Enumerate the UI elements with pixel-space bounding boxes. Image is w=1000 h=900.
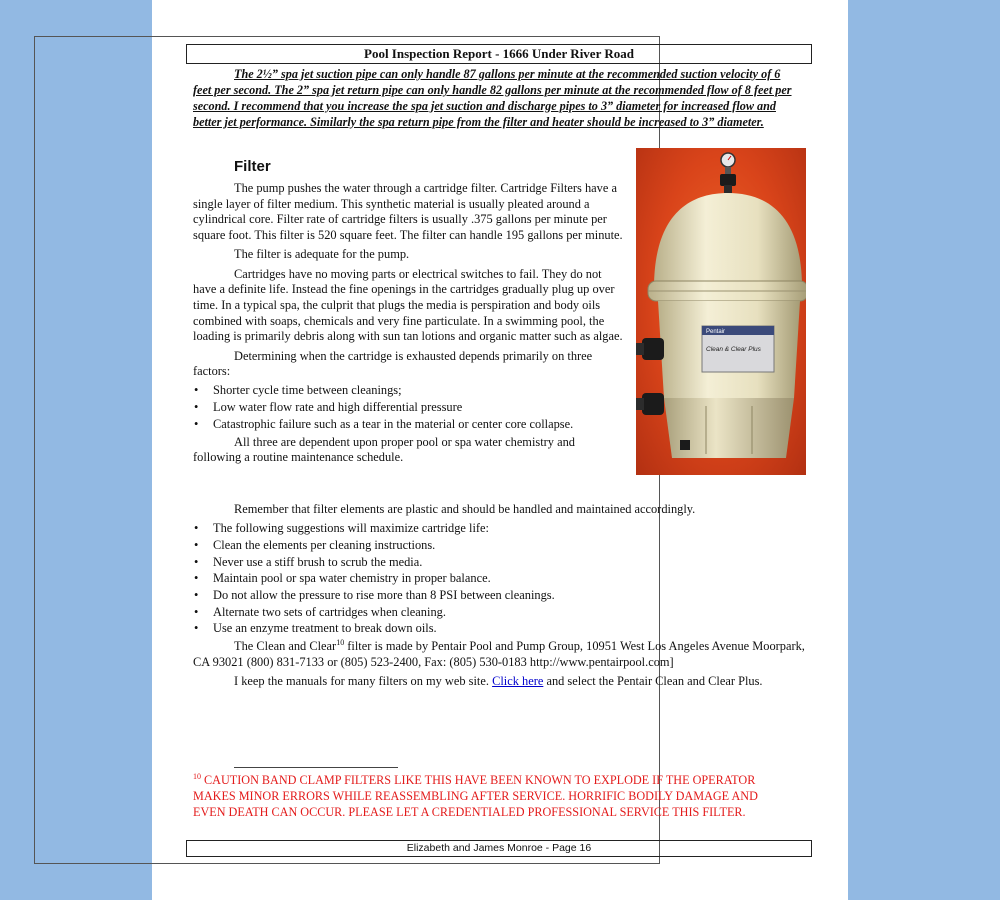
list-item: • Clean the elements per cleaning instructions. bbox=[193, 538, 807, 554]
manufacturer-text-end: filter is made by Pentair Pool and Pump Group, 10951 West Los Angeles Avenue Moorpark, CA 93021 (800) 831-7133 or (805) 523-2400, Fax: (805) 530-0183 http://www.pentairpool.com] bbox=[193, 639, 805, 669]
manuals-text-start: I keep the manuals for many filters on my web site. bbox=[234, 674, 493, 689]
manufacturer-paragraph bbox=[193, 639, 807, 670]
label-product-text: Clean & Clear Plus bbox=[706, 346, 761, 353]
cartridge-life-tips-list bbox=[193, 521, 807, 637]
list-item: • Catastrophic failure such as a tear in the material or center core collapse. bbox=[193, 417, 813, 433]
page-footer: Elizabeth and James Monroe - Page 16 bbox=[186, 840, 812, 857]
filter-section-heading: Filter bbox=[234, 158, 271, 175]
footnote-text: CAUTION BAND CLAMP FILTERS LIKE THIS HAVE BEEN KNOWN TO EXPLODE IF THE OPERATOR MAKES MINOR ERRORS WHILE REASSEMBLING AFTER SERVICE. HORRIFIC BODILY DAMAGE AND EVEN DEATH CAN OCCUR. PLEASE LET A CREDENTIALED PROFESSIONAL SERVICE THIS FILTER. bbox=[193, 773, 758, 819]
click-here-link[interactable]: Click here bbox=[492, 674, 544, 689]
list-item: • Use an enzyme treatment to break down oils. bbox=[193, 621, 807, 637]
filter-paragraph-5: All three are dependent upon proper pool or spa water chemistry and following a routine maintenance schedule. bbox=[193, 434, 575, 465]
report-header: Pool Inspection Report - 1666 Under River Road bbox=[186, 44, 812, 64]
list-item: • Do not allow the pressure to rise more than 8 PSI between cleanings. bbox=[193, 588, 807, 604]
exhaustion-factors-list bbox=[193, 383, 813, 432]
list-item: • Never use a stiff brush to scrub the media. bbox=[193, 555, 807, 571]
filter-paragraph-1: The pump pushes the water through a cartridge filter. Cartridge Filters have a single layer of filter medium. This synthetic material is usually pleated around a cylindrical core. Filter rate of cartridge filters is usually .375 gallons per minute per square foot. This filter is 520 square feet. The filter can handle 195 gallons per minute. bbox=[193, 181, 623, 243]
footnote-caution bbox=[193, 773, 793, 820]
manuals-text-end: and select the Pentair Clean and Clear Plus. bbox=[543, 674, 763, 689]
footnote-number: 10 bbox=[193, 771, 201, 781]
spa-pipe-recommendation: The 2½” spa jet suction pipe can only handle 87 gallons per minute at the recommended suction velocity of 6 feet per second. The 2” spa jet return pipe can only handle 82 gallons per minute at the recommended flow of 8 feet per second. I recommend that you increase the spa jet suction and discharge pipes to 3” diameter for increased flow and better jet performance. Similarly the spa return pipe from the filter and heater should be increased to 3” diameter. bbox=[193, 67, 792, 129]
filter-paragraph-6: Remember that filter elements are plastic and should be handled and maintained accordingly. bbox=[234, 502, 696, 516]
footnote-reference[interactable]: 10 bbox=[336, 638, 345, 647]
list-item: • Low water flow rate and high differential pressure bbox=[193, 400, 813, 416]
filter-paragraph-2: The filter is adequate for the pump. bbox=[234, 247, 410, 262]
list-item: • Shorter cycle time between cleanings; bbox=[193, 383, 813, 399]
list-item: • The following suggestions will maximize cartridge life: bbox=[193, 521, 807, 537]
list-item: • Maintain pool or spa water chemistry in proper balance. bbox=[193, 571, 807, 587]
list-item: • Alternate two sets of cartridges when cleaning. bbox=[193, 605, 807, 621]
footnote-separator bbox=[234, 767, 398, 768]
manuals-paragraph bbox=[193, 674, 807, 690]
filter-paragraph-3: Cartridges have no moving parts or electrical switches to fail. They do not have a definite life. Instead the fine openings in the cartridges gradually plug up over time. In a typical spa, the culprit that plugs the media is perspiration and body oils combined with soaps, chemicals and very fine particulate. In a swimming pool, the loading is primarily debris along with sun tan lotions and organic matter such as algae. bbox=[193, 266, 623, 344]
filter-paragraph-4: Determining when the cartridge is exhausted depends primarily on three factors: bbox=[193, 348, 593, 379]
filter-body-lower bbox=[193, 502, 807, 693]
label-brand-text: Pentair bbox=[706, 329, 726, 335]
manufacturer-text-start: The Clean and Clear bbox=[234, 639, 337, 654]
filter-body-upper bbox=[193, 181, 625, 469]
